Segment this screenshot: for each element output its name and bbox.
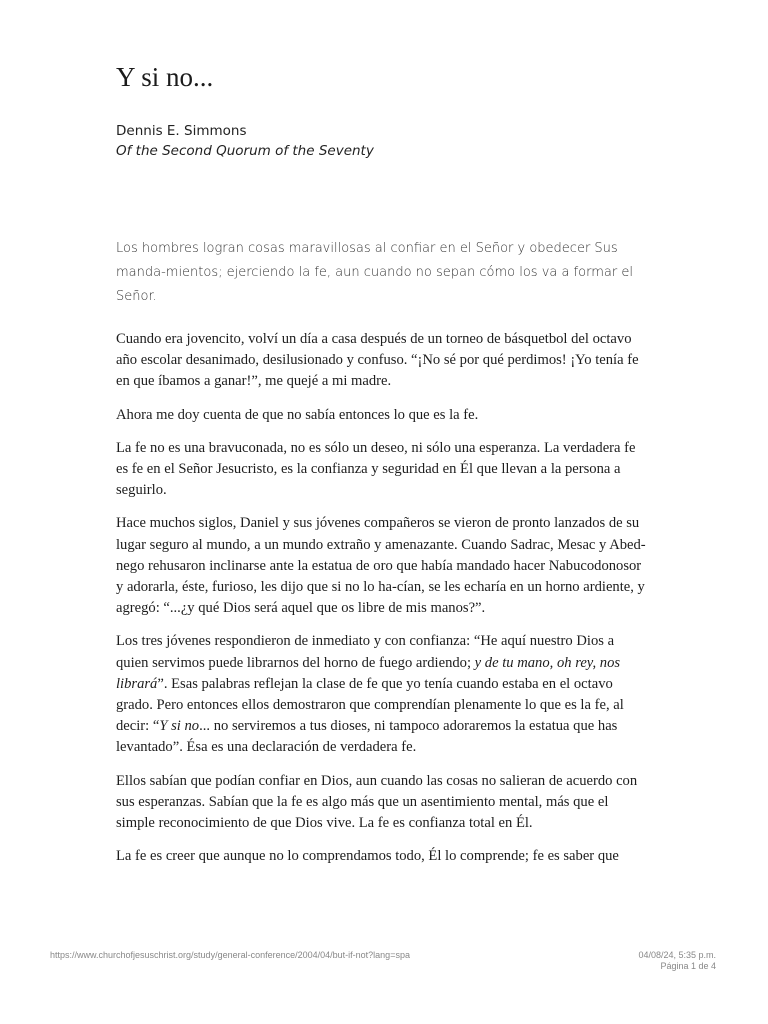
author-name: Dennis E. Simmons bbox=[116, 123, 247, 139]
paragraph: La fe no es una bravuconada, no es sólo un deseo, ni sólo una esperanza. La verdadera fe es fe en el Señor Jesucristo, es la confianza y seguridad en Él que llevan a la persona a seguirlo. bbox=[116, 439, 636, 499]
paragraph-text: ”. Esas palabras reflejan la clase de fe que yo tenía cuando estaba en el octavo grado. Pero entonces ellos demostraron que comprendían plenamente lo que es la fe, al decir: “ bbox=[116, 675, 624, 735]
author-role: Of the Second Quorum of the Seventy bbox=[116, 143, 374, 159]
footer-page-number: Página 1 de 4 bbox=[660, 961, 716, 971]
paragraph bbox=[116, 631, 646, 758]
footer-meta bbox=[638, 950, 716, 972]
paragraph-text: Los tres jóvenes respondieron de inmediato y con confianza: “He aquí nuestro Dios a quien servimos puede librarnos del horno de fuego ardiendo; bbox=[116, 633, 615, 671]
paragraph: Ahora me doy cuenta de que no sabía entonces lo que es la fe. bbox=[116, 406, 479, 423]
paragraph: Cuando era jovencito, volví un día a casa después de un torneo de básquetbol del octavo año escolar desanimado, desilusionado y confuso. “¡No sé por qué perdimos! ¡Yo tenía fe en que íbamos a ganar!”, me quejé a mi madre. bbox=[116, 331, 639, 390]
page-title: Y si no... bbox=[116, 62, 214, 92]
article-body bbox=[116, 329, 646, 879]
footer-datetime: 04/08/24, 5:35 p.m. bbox=[638, 950, 716, 960]
footer-url: https://www.churchofjesuschrist.org/study/general-conference/2004/04/but-if-not?lang=spa bbox=[50, 950, 410, 960]
paragraph: La fe es creer que aunque no lo comprendamos todo, Él lo comprende; fe es saber que bbox=[116, 848, 619, 865]
italic-quote: y de tu mano, oh rey, nos librará bbox=[116, 654, 621, 692]
author-block bbox=[116, 121, 374, 161]
paragraph: Hace muchos siglos, Daniel y sus jóvenes compañeros se vieron de pronto lanzados de su lugar seguro al mundo, a un mundo extraño y amenazante. Cuando Sadrac, Mesac y Abed-nego rehusaron inclinarse ante la estatua de oro que había mandado hacer Nabucodonosor y adorarla, éste, furioso, les dijo que si no lo ha-cían, se les echaría en un horno ardiente, y agregó: “...¿y qué Dios será aquel que os libre de mis manos?”. bbox=[116, 515, 646, 617]
intro-summary: Los hombres logran cosas maravillosas al confiar en el Señor y obedecer Sus manda-mientos; ejerciendo la fe, aun cuando no sepan cómo los va a formar el Señor. bbox=[116, 241, 633, 304]
paragraph-text: ... no serviremos a tus dioses, ni tampoco adoraremos la estatua que has levantado”. Ésa es una declaración de verdadera fe. bbox=[116, 718, 618, 756]
paragraph: Ellos sabían que podían confiar en Dios, aun cuando las cosas no salieran de acuerdo con sus esperanzas. Sabían que la fe es algo más que un asentimiento mental, más que el simple reconocimiento de que Dios vive. La fe es confianza total en Él. bbox=[116, 772, 638, 832]
italic-quote: Y si no bbox=[159, 718, 200, 735]
